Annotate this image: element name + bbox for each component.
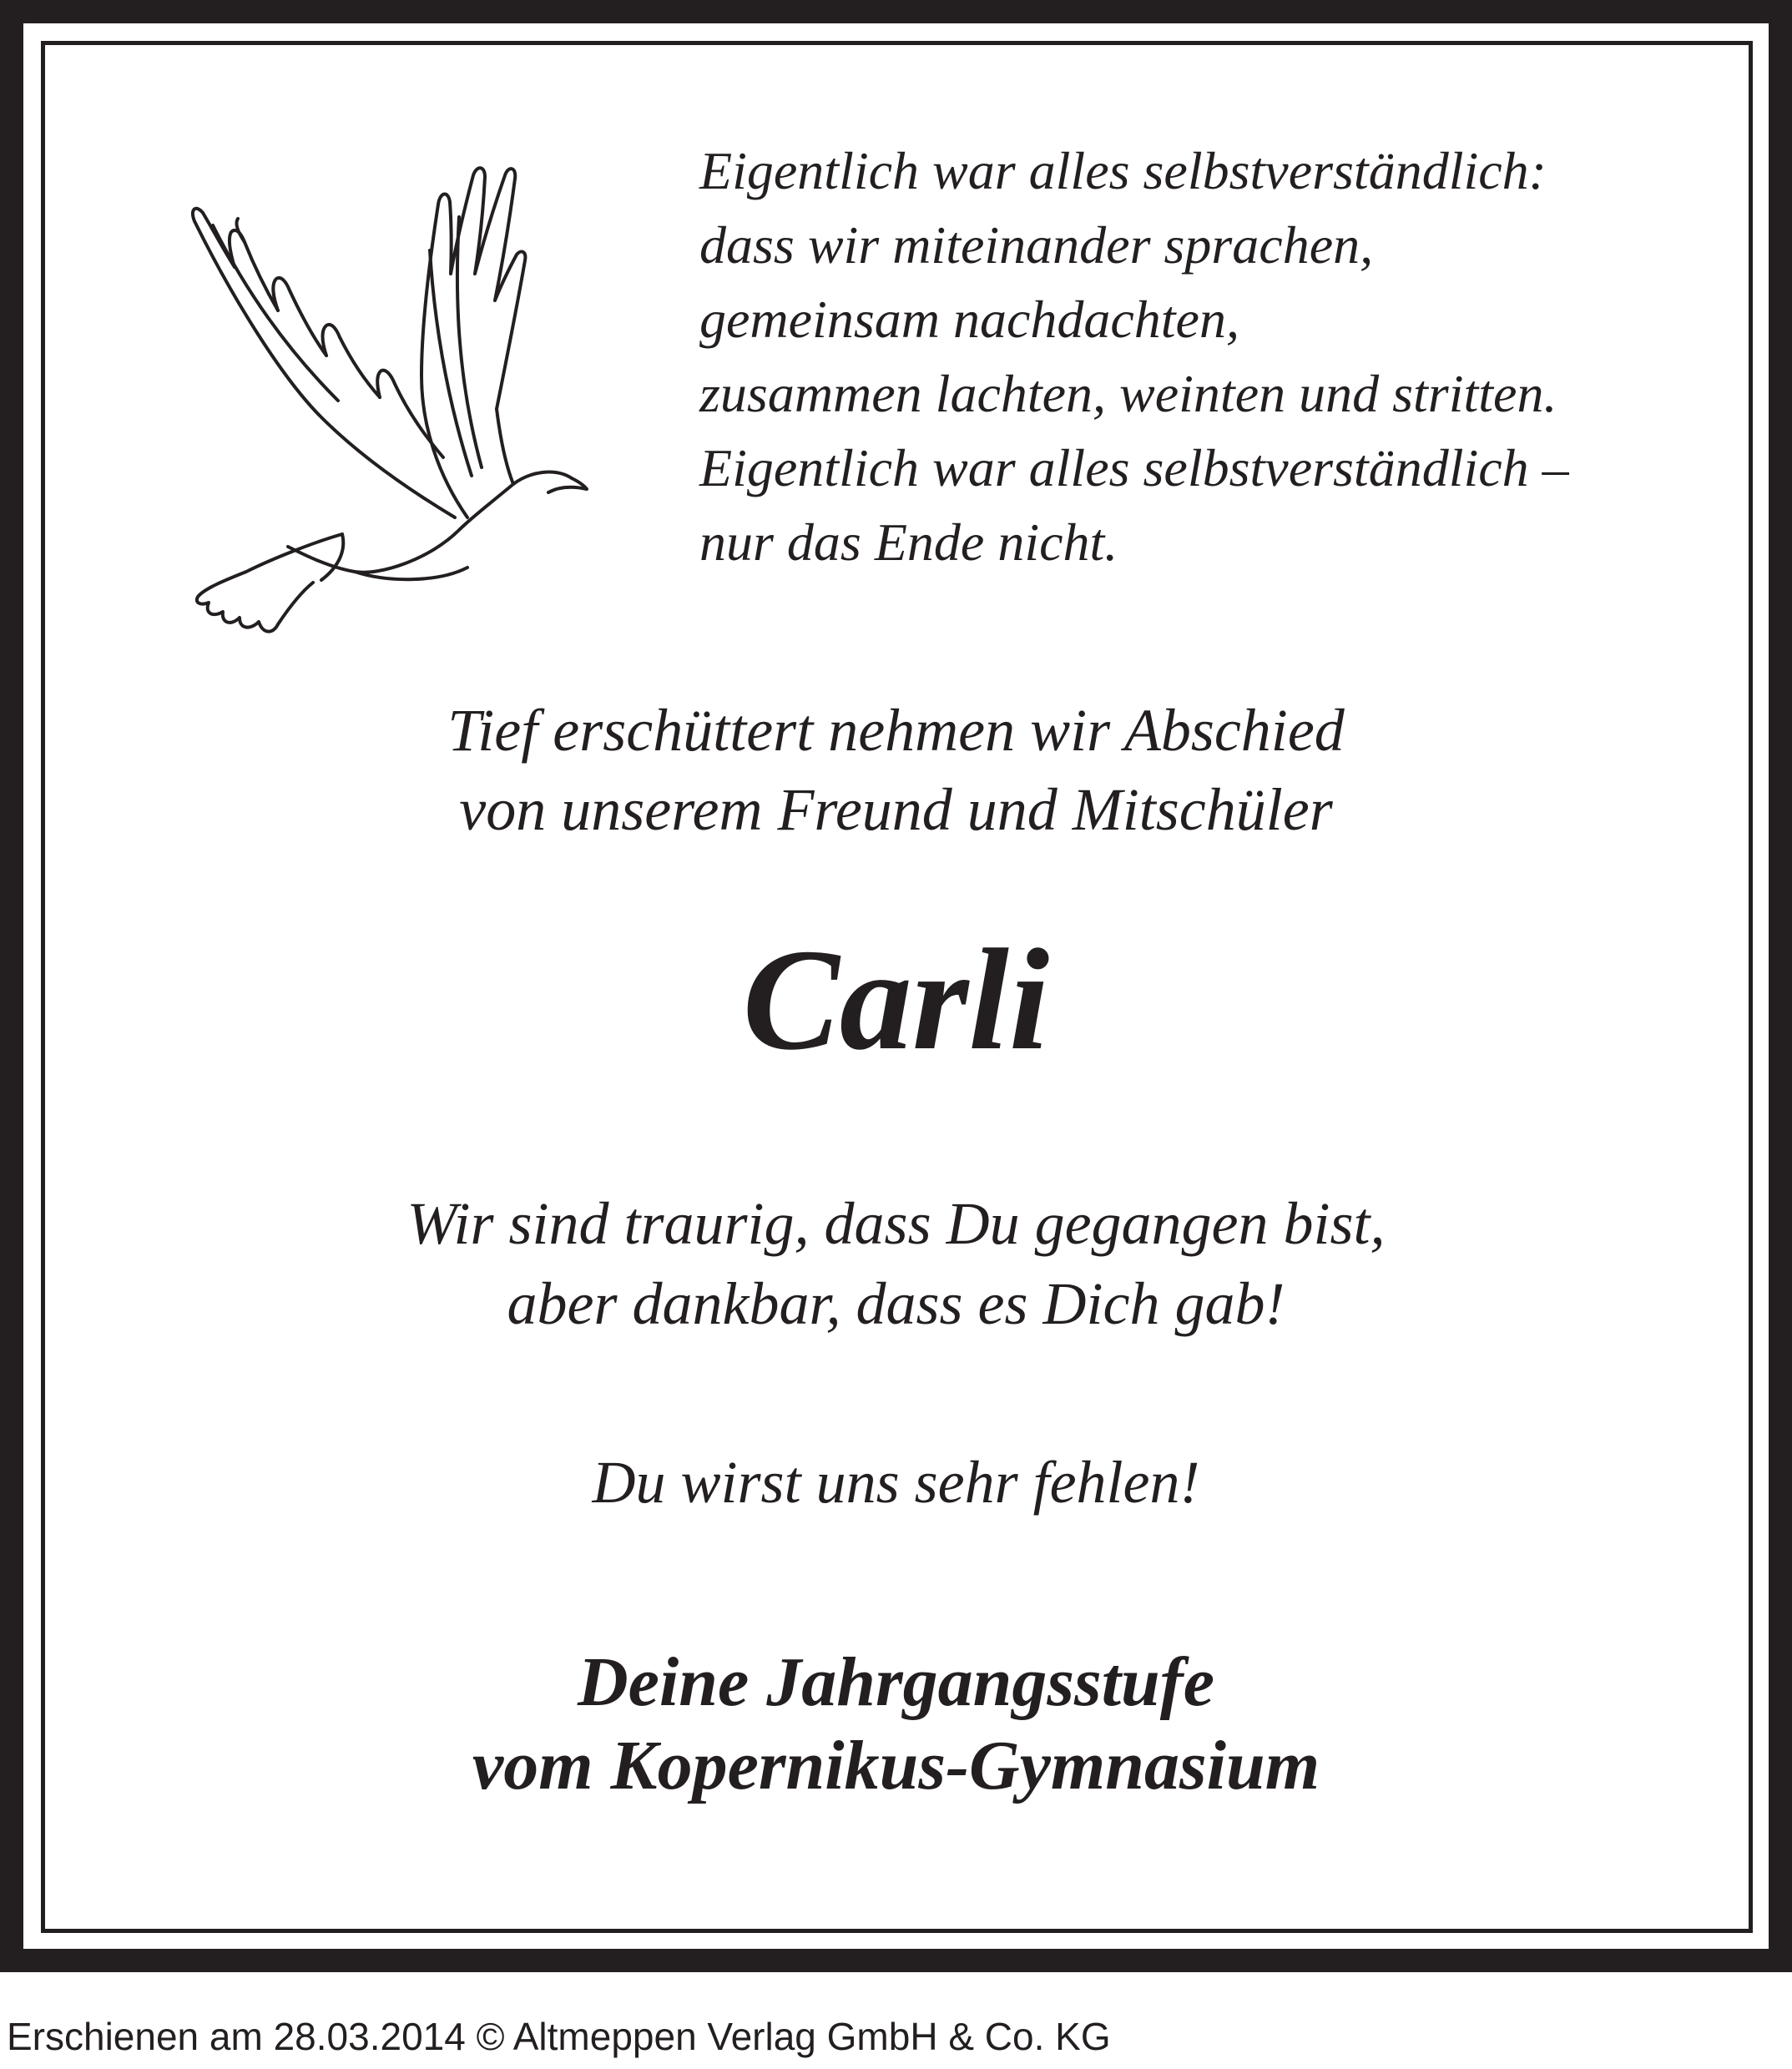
thanks-text <box>0 1183 1792 1344</box>
name-text: Carli <box>742 919 1050 1080</box>
signature-line: Deine Jahrgangsstufe <box>577 1643 1215 1721</box>
intro-line: Tief erschüttert nehmen wir Abschied <box>447 697 1345 764</box>
miss-line: Du wirst uns sehr fehlen! <box>592 1449 1200 1516</box>
poem-line: Eigentlich war alles selbstverständlich: <box>699 141 1547 200</box>
poem-line: nur das Ende nicht. <box>699 512 1118 572</box>
signature <box>0 1641 1792 1808</box>
thanks-line: Wir sind traurig, dass Du gegangen bist, <box>406 1190 1386 1257</box>
poem-line: gemeinsam nachdachten, <box>699 290 1239 349</box>
poem-line: dass wir miteinander sprachen, <box>699 215 1374 275</box>
intro-line: von unserem Freund und Mitschüler <box>459 776 1333 843</box>
thanks-line: aber dankbar, dass es Dich gab! <box>507 1270 1285 1337</box>
miss-text <box>0 1442 1792 1522</box>
farewell-intro <box>0 691 1792 850</box>
dove-icon <box>179 125 597 651</box>
signature-line: vom Kopernikus-Gymnasium <box>472 1727 1320 1804</box>
poem-line: zusammen lachten, weinten und stritten. <box>699 364 1557 423</box>
publication-footer: Erschienen am 28.03.2014 © Altmeppen Verlag GmbH & Co. KG <box>7 2015 1111 2058</box>
poem-line: Eigentlich war alles selbstverständlich – <box>699 438 1569 497</box>
poem <box>699 134 1701 579</box>
deceased-name <box>0 916 1792 1083</box>
